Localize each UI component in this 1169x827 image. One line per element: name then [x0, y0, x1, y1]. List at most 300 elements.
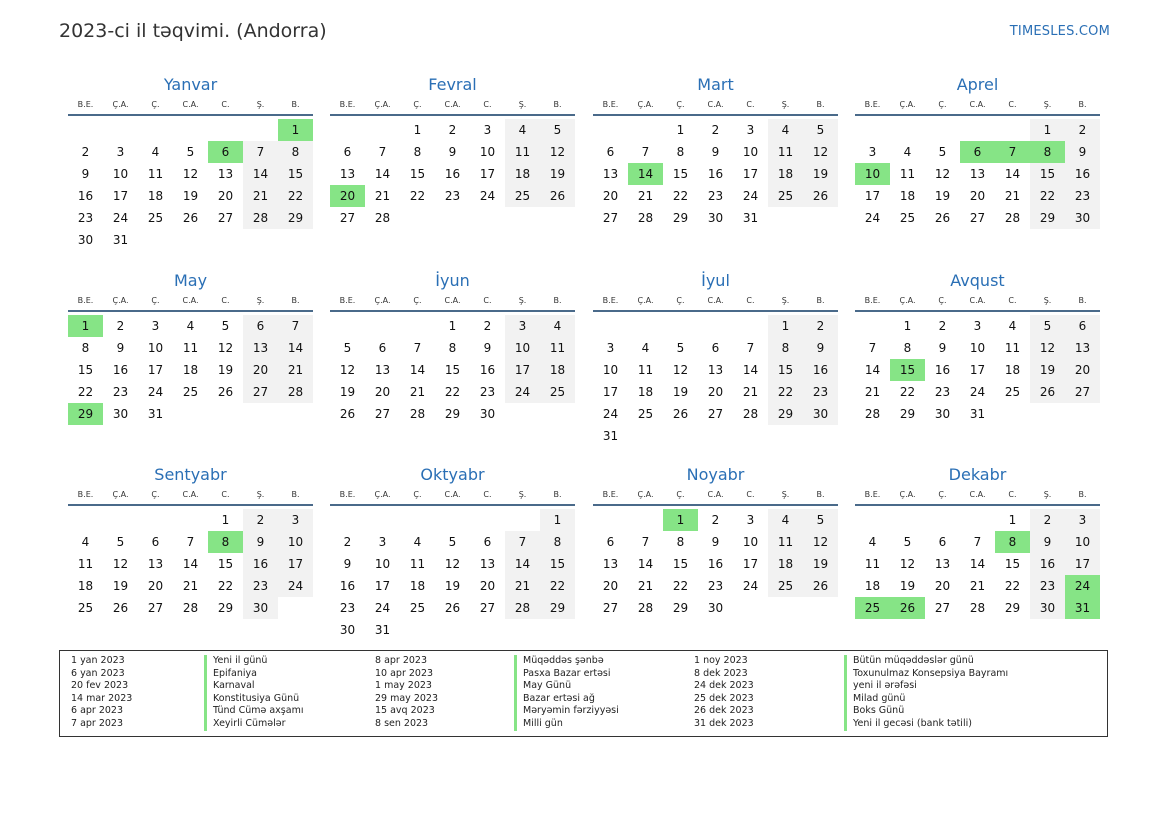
- day-cell: 22: [409, 189, 426, 203]
- day-cell: 16: [444, 167, 461, 181]
- weekday-label: Ş.: [781, 490, 790, 499]
- day-cell: 4: [151, 145, 160, 159]
- legend-date: 8 sen 2023: [375, 717, 429, 729]
- day-cell: 29: [444, 407, 461, 421]
- day-cell: 31: [374, 623, 391, 637]
- weekday-label: B.E.: [339, 100, 356, 109]
- legend-holiday-name: Epifaniya: [204, 668, 303, 681]
- day-cell: 16: [707, 557, 724, 571]
- day-cell: 29: [1004, 601, 1021, 615]
- day-cell: 23: [479, 385, 496, 399]
- empty-cell: [505, 509, 540, 531]
- day-cell: 15: [540, 553, 575, 575]
- day-cell: 20: [479, 579, 496, 593]
- weekday-label: C.: [221, 296, 230, 305]
- day-grid: [855, 509, 1100, 619]
- day-cell: 12: [672, 363, 689, 377]
- day-cell: 8: [903, 341, 912, 355]
- weekday-label: C.A.: [444, 490, 461, 499]
- empty-cell: [243, 119, 278, 141]
- day-cell: 17: [969, 363, 986, 377]
- day-cell: 21: [969, 579, 986, 593]
- empty-cell: [733, 315, 768, 337]
- weekday-label: B.: [1078, 100, 1087, 109]
- legend-date: 1 may 2023: [375, 680, 432, 692]
- day-cell: 4: [540, 315, 575, 337]
- day-cell: 17: [602, 385, 619, 399]
- day-cell: 16: [243, 553, 278, 575]
- day-cell: 8: [768, 337, 803, 359]
- month-name: İyul: [701, 271, 730, 290]
- day-cell: 16: [707, 167, 724, 181]
- day-cell: 18: [147, 189, 164, 203]
- day-cell: 18: [77, 579, 94, 593]
- weekday-label: Ç.A.: [899, 490, 916, 499]
- weekday-label: Ç.A.: [899, 100, 916, 109]
- weekday-label: C.: [1008, 296, 1017, 305]
- day-cell: 13: [602, 557, 619, 571]
- day-cell: 23: [112, 385, 129, 399]
- day-cell: 18: [505, 163, 540, 185]
- legend-holiday-name: Milli gün: [514, 718, 619, 731]
- day-cell: 14: [505, 553, 540, 575]
- day-cell: 25: [768, 185, 803, 207]
- empty-cell: [628, 509, 663, 531]
- weekday-label: B.E.: [339, 490, 356, 499]
- weekday-label: Ç.A.: [112, 100, 129, 109]
- day-cell: 11: [864, 557, 881, 571]
- day-cell: 30: [243, 597, 278, 619]
- month-name: Avqust: [950, 271, 1005, 290]
- weekday-label: C.A.: [182, 100, 199, 109]
- weekday-label: Ş.: [1043, 490, 1052, 499]
- day-cell: 20: [1065, 359, 1100, 381]
- day-cell: 3: [746, 513, 755, 527]
- weekday-label: C.: [221, 490, 230, 499]
- day-cell: 3: [116, 145, 125, 159]
- weekday-label: Ç.: [676, 490, 685, 499]
- day-cell: 19: [339, 385, 356, 399]
- day-cell: 11: [505, 141, 540, 163]
- day-cell: 13: [374, 363, 391, 377]
- day-cell: 12: [540, 141, 575, 163]
- day-cell: 11: [768, 531, 803, 553]
- day-cell: 10: [374, 557, 391, 571]
- day-cell: 4: [868, 535, 877, 549]
- day-cell: 30: [1065, 207, 1100, 229]
- day-cell: 24: [742, 189, 759, 203]
- day-cell: 22: [899, 385, 916, 399]
- legend-holiday-name: May Günü: [514, 680, 619, 693]
- day-cell: 12: [803, 531, 838, 553]
- day-cell: 27: [934, 601, 951, 615]
- day-cell: 19: [540, 163, 575, 185]
- day-cell: 14: [742, 363, 759, 377]
- legend-holiday-name: Pasxa Bazar ertəsi: [514, 668, 619, 681]
- day-cell: 11: [147, 167, 164, 181]
- day-cell: 23: [707, 579, 724, 593]
- weekday-label: B.E.: [77, 296, 94, 305]
- day-cell: 14: [278, 337, 313, 359]
- day-cell: 27: [243, 381, 278, 403]
- empty-cell: [330, 119, 365, 141]
- day-cell: 20: [602, 579, 619, 593]
- day-cell: 28: [182, 601, 199, 615]
- day-cell: 21: [243, 185, 278, 207]
- day-cell: 14: [409, 363, 426, 377]
- empty-cell: [925, 509, 960, 531]
- legend-date: 25 dek 2023: [694, 692, 754, 704]
- empty-cell: [68, 119, 103, 141]
- weekday-label: C.: [746, 490, 755, 499]
- weekday-label: C.A.: [444, 296, 461, 305]
- day-cell: 13: [1065, 337, 1100, 359]
- day-cell: 12: [339, 363, 356, 377]
- day-cell: 30: [707, 601, 724, 615]
- day-cell: 6: [606, 535, 615, 549]
- day-cell: 27: [374, 407, 391, 421]
- day-cell: 26: [112, 601, 129, 615]
- weekday-label: Ç.: [938, 296, 947, 305]
- day-cell: 7: [973, 535, 982, 549]
- empty-cell: [365, 509, 400, 531]
- day-cell: 9: [448, 145, 457, 159]
- day-cell: 27: [339, 211, 356, 225]
- day-cell: 3: [1065, 509, 1100, 531]
- day-cell: 1: [768, 315, 803, 337]
- day-cell: 13: [934, 557, 951, 571]
- day-cell: 24: [742, 579, 759, 593]
- day-cell: 23: [1065, 185, 1100, 207]
- day-cell: 14: [637, 557, 654, 571]
- weekday-label: C.: [1008, 100, 1017, 109]
- empty-cell: [890, 509, 925, 531]
- weekday-header: [68, 486, 313, 506]
- day-cell: 9: [343, 557, 352, 571]
- legend-date: 29 may 2023: [375, 692, 439, 704]
- day-cell: 11: [768, 141, 803, 163]
- weekday-label: C.A.: [444, 100, 461, 109]
- empty-cell: [593, 119, 628, 141]
- day-cell: 18: [1004, 363, 1021, 377]
- empty-cell: [890, 119, 925, 141]
- day-cell: 3: [973, 319, 982, 333]
- day-cell: 8: [448, 341, 457, 355]
- day-cell: 29: [217, 601, 234, 615]
- month-name: Oktyabr: [420, 465, 485, 484]
- weekday-label: B.E.: [864, 490, 881, 499]
- weekday-label: B.: [291, 100, 300, 109]
- month-name: Aprel: [956, 75, 999, 94]
- weekday-label: Ç.: [151, 100, 160, 109]
- day-cell: 26: [803, 185, 838, 207]
- weekday-header: [855, 486, 1100, 506]
- day-cell: 24: [969, 385, 986, 399]
- weekday-header: [68, 96, 313, 116]
- holiday-day-cell: 10: [855, 163, 890, 185]
- empty-cell: [628, 119, 663, 141]
- day-cell: 5: [803, 509, 838, 531]
- weekday-header: [330, 96, 575, 116]
- legend-holiday-name: Toxunulmaz Konsepsiya Bayramı: [844, 668, 1008, 681]
- day-cell: 3: [151, 319, 160, 333]
- weekday-header: [330, 486, 575, 506]
- day-cell: 22: [278, 185, 313, 207]
- day-cell: 29: [899, 407, 916, 421]
- day-grid: [330, 119, 575, 229]
- day-cell: 25: [768, 575, 803, 597]
- day-cell: 16: [803, 359, 838, 381]
- month-name: Fevral: [428, 75, 477, 94]
- day-grid: [593, 509, 838, 619]
- day-cell: 6: [243, 315, 278, 337]
- day-cell: 5: [803, 119, 838, 141]
- day-cell: 23: [339, 601, 356, 615]
- day-cell: 22: [217, 579, 234, 593]
- holiday-day-cell: 24: [1065, 575, 1100, 597]
- day-cell: 6: [711, 341, 720, 355]
- day-cell: 9: [1030, 531, 1065, 553]
- weekday-label: C.: [746, 100, 755, 109]
- day-cell: 26: [540, 185, 575, 207]
- day-cell: 8: [81, 341, 90, 355]
- day-cell: 15: [672, 167, 689, 181]
- holiday-day-cell: 1: [663, 509, 698, 531]
- day-cell: 14: [243, 163, 278, 185]
- day-cell: 30: [803, 403, 838, 425]
- day-cell: 4: [505, 119, 540, 141]
- holiday-legend: [59, 650, 1108, 737]
- empty-cell: [365, 315, 400, 337]
- legend-date: 6 yan 2023: [71, 667, 125, 679]
- day-cell: 21: [1004, 189, 1021, 203]
- day-cell: 26: [217, 385, 234, 399]
- legend-dates-col3: [694, 655, 754, 731]
- day-cell: 24: [147, 385, 164, 399]
- day-cell: 19: [1030, 359, 1065, 381]
- weekday-label: Ş.: [781, 100, 790, 109]
- weekday-label: B.E.: [602, 100, 619, 109]
- legend-date: 15 avq 2023: [375, 705, 435, 717]
- empty-cell: [330, 315, 365, 337]
- page-title: 2023-ci il təqvimi. (Andorra): [59, 20, 327, 42]
- day-grid: [330, 509, 575, 641]
- weekday-label: C.: [483, 296, 492, 305]
- day-cell: 2: [483, 319, 492, 333]
- day-cell: 29: [768, 403, 803, 425]
- day-cell: 1: [540, 509, 575, 531]
- legend-holiday-name: Məryəmin fərziyyəsi: [514, 705, 619, 718]
- day-cell: 20: [243, 359, 278, 381]
- day-cell: 28: [742, 407, 759, 421]
- weekday-label: Ç.: [413, 100, 422, 109]
- empty-cell: [138, 509, 173, 531]
- day-cell: 27: [602, 601, 619, 615]
- day-cell: 12: [217, 341, 234, 355]
- day-grid: [330, 315, 575, 425]
- day-cell: 9: [116, 341, 125, 355]
- empty-cell: [855, 509, 890, 531]
- month-name: Noyabr: [686, 465, 745, 484]
- day-cell: 4: [186, 319, 195, 333]
- day-cell: 4: [641, 341, 650, 355]
- site-link[interactable]: TIMESLES.COM: [1009, 24, 1110, 39]
- day-cell: 23: [243, 575, 278, 597]
- day-cell: 3: [746, 123, 755, 137]
- day-cell: 19: [899, 579, 916, 593]
- weekday-label: B.: [291, 490, 300, 499]
- day-cell: 20: [602, 189, 619, 203]
- day-cell: 25: [77, 601, 94, 615]
- day-cell: 1: [676, 123, 685, 137]
- holiday-day-cell: 26: [890, 597, 925, 619]
- day-cell: 6: [378, 341, 387, 355]
- day-cell: 17: [505, 359, 540, 381]
- legend-date: 31 dek 2023: [694, 717, 754, 729]
- day-cell: 11: [637, 363, 654, 377]
- day-cell: 27: [1065, 381, 1100, 403]
- day-cell: 10: [479, 145, 496, 159]
- day-cell: 16: [934, 363, 951, 377]
- day-cell: 25: [540, 381, 575, 403]
- weekday-header: [593, 96, 838, 116]
- legend-date: 1 yan 2023: [71, 655, 125, 666]
- month-calendar: [68, 464, 313, 619]
- day-cell: 8: [413, 145, 422, 159]
- day-cell: 13: [339, 167, 356, 181]
- day-cell: 25: [147, 211, 164, 225]
- day-cell: 23: [707, 189, 724, 203]
- day-cell: 9: [803, 337, 838, 359]
- day-cell: 20: [147, 579, 164, 593]
- weekday-label: Ç.A.: [112, 490, 129, 499]
- day-cell: 2: [711, 513, 720, 527]
- day-cell: 24: [864, 211, 881, 225]
- legend-holiday-name: Yeni il gecəsi (bank tətili): [844, 718, 1008, 731]
- day-cell: 1: [903, 319, 912, 333]
- weekday-label: Ç.: [938, 490, 947, 499]
- holiday-day-cell: 1: [68, 315, 103, 337]
- day-cell: 28: [637, 211, 654, 225]
- day-cell: 20: [969, 189, 986, 203]
- weekday-label: Ç.: [676, 296, 685, 305]
- weekday-header: [330, 292, 575, 312]
- legend-date: 8 dek 2023: [694, 667, 748, 679]
- day-cell: 18: [540, 359, 575, 381]
- day-cell: 30: [339, 623, 356, 637]
- month-calendar: [68, 270, 313, 425]
- month-calendar: [855, 74, 1100, 229]
- day-cell: 27: [602, 211, 619, 225]
- day-cell: 24: [112, 211, 129, 225]
- month-calendar: [68, 74, 313, 251]
- legend-date: 1 noy 2023: [694, 655, 748, 666]
- holiday-day-cell: 6: [960, 141, 995, 163]
- day-cell: 31: [147, 407, 164, 421]
- day-cell: 21: [637, 189, 654, 203]
- legend-date: 26 dek 2023: [694, 705, 754, 717]
- month-calendar: [330, 270, 575, 425]
- day-cell: 13: [479, 557, 496, 571]
- day-cell: 15: [768, 359, 803, 381]
- day-cell: 6: [151, 535, 160, 549]
- day-cell: 7: [641, 145, 650, 159]
- day-grid: [593, 315, 838, 447]
- day-cell: 4: [1008, 319, 1017, 333]
- day-cell: 3: [378, 535, 387, 549]
- day-cell: 29: [278, 207, 313, 229]
- weekday-label: C.: [221, 100, 230, 109]
- day-cell: 9: [81, 167, 90, 181]
- day-cell: 19: [672, 385, 689, 399]
- day-cell: 17: [742, 167, 759, 181]
- day-cell: 28: [374, 211, 391, 225]
- weekday-label: C.A.: [182, 296, 199, 305]
- day-cell: 4: [81, 535, 90, 549]
- day-cell: 13: [969, 167, 986, 181]
- weekday-label: Ç.: [151, 490, 160, 499]
- day-cell: 3: [278, 509, 313, 531]
- day-cell: 21: [637, 579, 654, 593]
- weekday-label: C.: [746, 296, 755, 305]
- day-cell: 18: [768, 553, 803, 575]
- weekday-label: B.: [816, 296, 825, 305]
- legend-date: 20 fev 2023: [71, 680, 129, 692]
- weekday-label: Ç.A.: [374, 296, 391, 305]
- empty-cell: [173, 509, 208, 531]
- day-cell: 26: [339, 407, 356, 421]
- month-name: İyun: [435, 271, 470, 290]
- day-cell: 19: [444, 579, 461, 593]
- day-cell: 10: [969, 341, 986, 355]
- month-calendar: [855, 270, 1100, 425]
- day-cell: 3: [483, 123, 492, 137]
- day-cell: 15: [672, 557, 689, 571]
- day-cell: 30: [707, 211, 724, 225]
- weekday-label: Ç.: [151, 296, 160, 305]
- legend-names-col1: [204, 655, 303, 731]
- day-cell: 22: [540, 575, 575, 597]
- month-name: May: [173, 271, 208, 290]
- day-cell: 2: [243, 509, 278, 531]
- day-cell: 11: [77, 557, 94, 571]
- day-cell: 28: [864, 407, 881, 421]
- holiday-day-cell: 14: [628, 163, 663, 185]
- day-cell: 12: [112, 557, 129, 571]
- weekday-label: C.A.: [182, 490, 199, 499]
- weekday-label: B.: [553, 296, 562, 305]
- legend-holiday-name: Karnaval: [204, 680, 303, 693]
- weekday-header: [855, 96, 1100, 116]
- empty-cell: [68, 509, 103, 531]
- day-cell: 16: [77, 189, 94, 203]
- weekday-label: C.: [483, 490, 492, 499]
- day-cell: 21: [278, 359, 313, 381]
- weekday-label: B.E.: [602, 296, 619, 305]
- legend-holiday-name: Tünd Cümə axşamı: [204, 705, 303, 718]
- day-cell: 23: [934, 385, 951, 399]
- day-cell: 6: [343, 145, 352, 159]
- day-cell: 21: [505, 575, 540, 597]
- day-cell: 22: [444, 385, 461, 399]
- weekday-label: C.: [1008, 490, 1017, 499]
- day-cell: 24: [479, 189, 496, 203]
- day-cell: 16: [112, 363, 129, 377]
- day-cell: 5: [676, 341, 685, 355]
- empty-cell: [593, 315, 628, 337]
- empty-cell: [960, 119, 995, 141]
- day-cell: 27: [147, 601, 164, 615]
